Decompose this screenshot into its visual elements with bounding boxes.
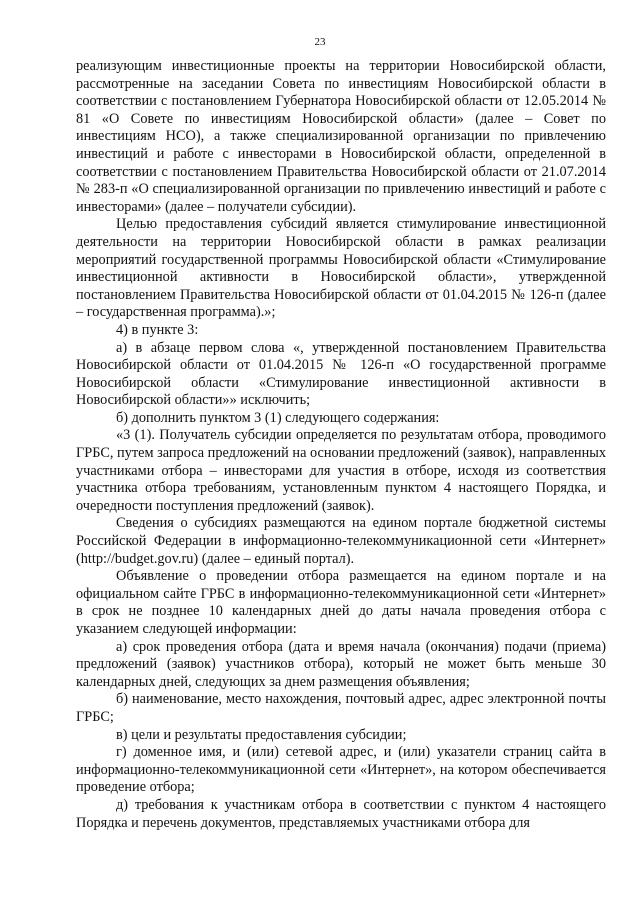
paragraph-3: 4) в пункте 3:: [116, 321, 199, 338]
paragraph-1: реализующим инвестиционные проекты на территории Новосибирской области, рассмотренные на заседании Совета по инвестициям Новосибирской области в соответствии с постановлением Губернатора Новосибирской области от 12.05.2014 № 81 «О Совете по инвестициям Новосибирской области» (далее – Совет по инвестициям НСО), а также специализированной организации по привлечению инвестиций и работе с инвесторами в Новосибирской области, определенной в соответствии с постановлением Правительства Новосибирской области от 21.07.2014 № 283-п «О специализированной организации по привлечению инвестиций и работе с инвесторами» (далее – получатели субсидии).: [76, 58, 606, 215]
paragraph-10: б) наименование, место нахождения, почтовый адрес, адрес электронной почты ГРБС;: [76, 691, 606, 725]
paragraph-6: «3 (1). Получатель субсидии определяется по результатам отбора, проводимого ГРБС, путем запроса предложений на основании предложений (заявок), направленных участниками отбора – инвесторами для участия в отборе, исходя из соответствия участника отбора требованиям, установленным пунктом 4 настоящего Порядка, и очередности поступления предложений (заявок).: [76, 427, 606, 514]
document-body: [76, 58, 606, 832]
paragraph-9: а) срок проведения отбора (дата и время начала (окончания) подачи (приема) предложений (заявок) участников отбора), который не может быть меньше 30 календарных дней, следующих за днем размещения объявления;: [76, 638, 606, 690]
paragraph-2: Целью предоставления субсидий является стимулирование инвестиционной деятельности на территории Новосибирской области в рамках реализации мероприятий государственной программы Новосибирской области «Стимулирование инвестиционной активности в Новосибирской области», утвержденной постановлением Правительства Новосибирской области от 01.04.2015 № 126-п (далее – государственная программа).»;: [76, 216, 606, 321]
paragraph-7: Сведения о субсидиях размещаются на едином портале бюджетной системы Российской Федерации в информационно-телекоммуникационной сети «Интернет» (http://budget.gov.ru) (далее – единый портал).: [76, 515, 606, 567]
paragraph-5: б) дополнить пунктом 3 (1) следующего содержания:: [116, 409, 440, 426]
paragraph-13: д) требования к участникам отбора в соответствии с пунктом 4 настоящего Порядка и перечень документов, представляемых участниками отбора для: [76, 796, 606, 831]
paragraph-4: а) в абзаце первом слова «, утвержденной постановлением Правительства Новосибирской области от 01.04.2015 № 126-п «О государственной программе Новосибирской области «Стимулирование инвестиционной активности в Новосибирской области»» исключить;: [76, 339, 606, 409]
paragraph-11: в) цели и результаты предоставления субсидии;: [116, 726, 407, 743]
page-number: 23: [314, 36, 326, 48]
paragraph-12: г) доменное имя, и (или) сетевой адрес, и (или) указатели страниц сайта в информационно-телекоммуникационной сети «Интернет», на котором обеспечивается проведение отбора;: [76, 744, 606, 796]
paragraph-8: Объявление о проведении отбора размещается на едином портале и на официальном сайте ГРБС в информационно-телекоммуникационной сети «Интернет» в срок не позднее 10 календарных дней до даты начала проведения отбора с указанием следующей информации:: [76, 568, 606, 637]
